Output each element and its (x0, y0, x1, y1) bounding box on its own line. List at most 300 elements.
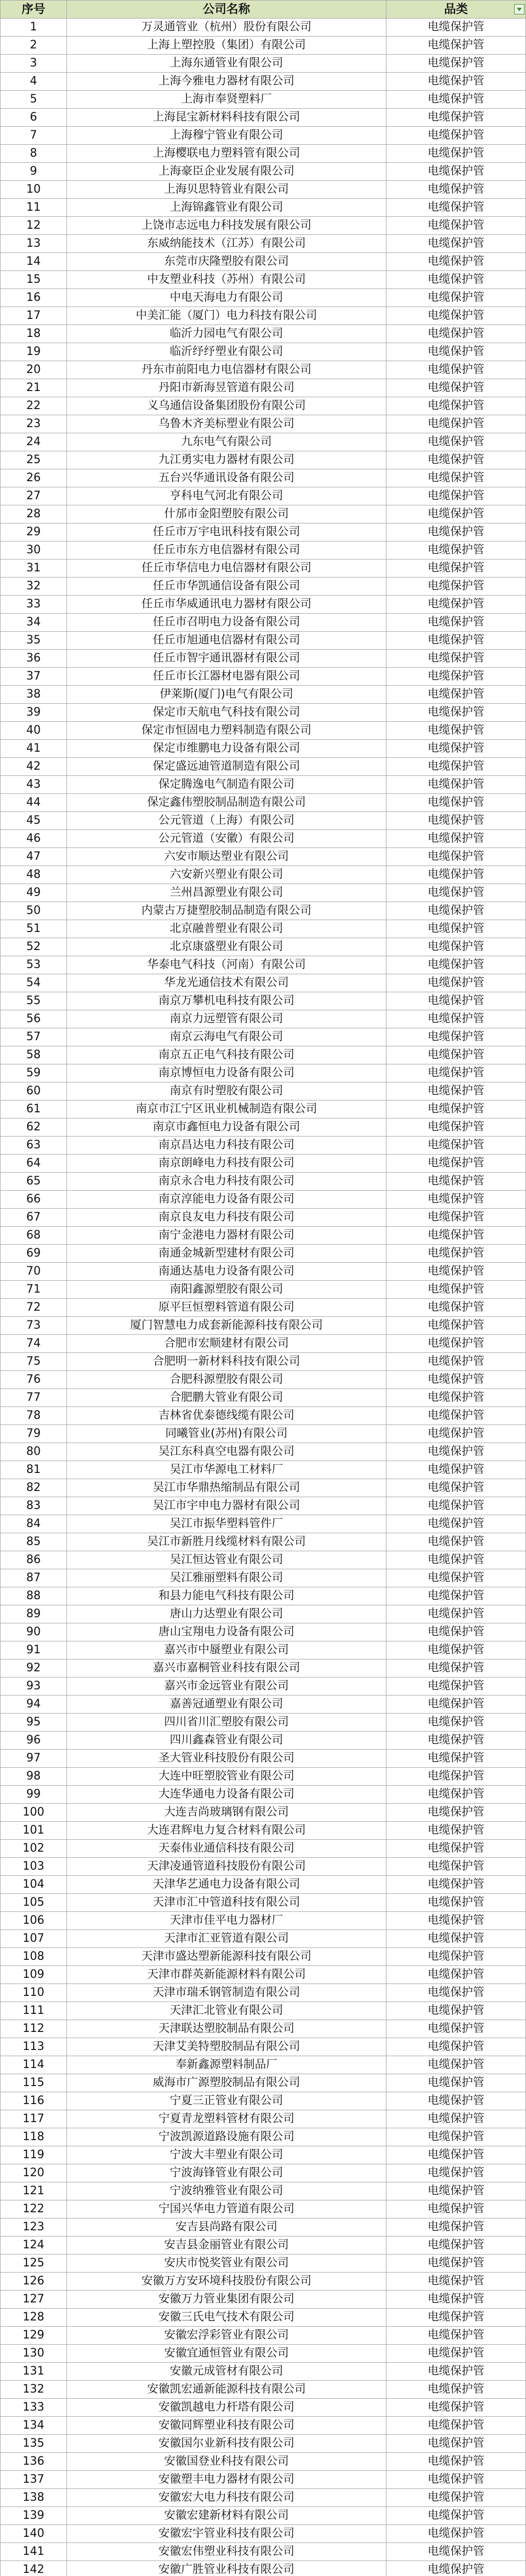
row-number-cell: 13 (0, 235, 67, 252)
table-row (0, 992, 526, 1010)
company-name-cell: 保定鑫伟塑胶制品制造有限公司 (67, 794, 386, 811)
table-row (0, 109, 526, 127)
row-number-cell: 86 (0, 1551, 67, 1569)
table-row (0, 740, 526, 758)
table-row (0, 1768, 526, 1786)
company-name-cell: 九江勇实电力器材有限公司 (67, 451, 386, 469)
company-name-cell: 宁波纳雅管业有限公司 (67, 2182, 386, 2200)
company-name-cell: 中友塑业科技（苏州）有限公司 (67, 271, 386, 289)
table-row (0, 812, 526, 830)
category-cell: 电缆保护管 (386, 686, 526, 703)
category-cell: 电缆保护管 (386, 1569, 526, 1587)
category-cell: 电缆保护管 (386, 55, 526, 72)
company-name-cell: 南京昌达电力科技有限公司 (67, 1137, 386, 1154)
company-name-cell: 天津市瑞禾钢管制造有限公司 (67, 1984, 386, 2002)
row-number-cell: 139 (0, 2507, 67, 2524)
table-row (0, 1966, 526, 1984)
table-row (0, 1948, 526, 1966)
row-number-cell: 60 (0, 1082, 67, 1100)
category-cell: 电缆保护管 (386, 2110, 526, 2128)
table-row (0, 2543, 526, 2561)
category-cell: 电缆保护管 (386, 956, 526, 974)
row-number-cell: 107 (0, 1930, 67, 1947)
company-name-cell: 大连华通电力设备有限公司 (67, 1786, 386, 1803)
category-cell: 电缆保护管 (386, 992, 526, 1010)
company-name-cell: 安徽宏浮彩管业有限公司 (67, 2327, 386, 2344)
row-number-cell: 115 (0, 2074, 67, 2092)
row-number-cell: 76 (0, 1371, 67, 1388)
row-number-cell: 63 (0, 1137, 67, 1154)
row-number-cell: 5 (0, 91, 67, 108)
table-row (0, 1353, 526, 1371)
category-cell: 电缆保护管 (386, 2363, 526, 2380)
table-row (0, 2453, 526, 2471)
table-row (0, 1173, 526, 1191)
category-cell: 电缆保护管 (386, 523, 526, 541)
table-row (0, 560, 526, 578)
company-name-cell: 六安市顺达塑业有限公司 (67, 848, 386, 866)
table-row (0, 1299, 526, 1317)
category-cell: 电缆保护管 (386, 469, 526, 487)
header-category: 品类 (386, 1, 526, 18)
table-row (0, 127, 526, 145)
category-cell: 电缆保护管 (386, 271, 526, 289)
row-number-cell: 141 (0, 2543, 67, 2561)
table-row (0, 1696, 526, 1714)
category-cell: 电缆保护管 (386, 109, 526, 126)
row-number-cell: 133 (0, 2399, 67, 2416)
table-row (0, 2056, 526, 2074)
category-cell: 电缆保护管 (386, 776, 526, 793)
row-number-cell: 57 (0, 1028, 67, 1046)
company-name-cell: 合肥科源塑胶有限公司 (67, 1371, 386, 1388)
row-number-cell: 51 (0, 920, 67, 938)
category-cell: 电缆保护管 (386, 2525, 526, 2543)
company-name-cell: 中电天海电力有限公司 (67, 289, 386, 307)
category-cell: 电缆保护管 (386, 2218, 526, 2236)
table-row (0, 938, 526, 956)
row-number-cell: 89 (0, 1605, 67, 1623)
row-number-cell: 121 (0, 2182, 67, 2200)
table-row (0, 650, 526, 668)
category-cell: 电缆保护管 (386, 1894, 526, 1911)
filter-dropdown-icon[interactable] (514, 4, 524, 14)
category-cell: 电缆保护管 (386, 361, 526, 379)
table-row (0, 974, 526, 992)
row-number-cell: 23 (0, 415, 67, 433)
category-cell: 电缆保护管 (386, 2561, 526, 2576)
table-row (0, 1786, 526, 1804)
category-cell: 电缆保护管 (386, 1587, 526, 1605)
company-name-cell: 宁国兴华电力管道有限公司 (67, 2200, 386, 2218)
company-name-cell: 南京朗峰电力科技有限公司 (67, 1155, 386, 1172)
category-cell: 电缆保护管 (386, 1497, 526, 1515)
company-name-cell: 南通达基电力设备有限公司 (67, 1263, 386, 1280)
table-row (0, 1984, 526, 2002)
row-number-cell: 82 (0, 1479, 67, 1497)
company-name-cell: 东威纳能技术（江苏）有限公司 (67, 235, 386, 252)
row-number-cell: 109 (0, 1966, 67, 1984)
company-name-cell: 厦门智慧电力成套新能源科技有限公司 (67, 1317, 386, 1334)
row-number-cell: 67 (0, 1209, 67, 1226)
table-row (0, 2200, 526, 2218)
row-number-cell: 4 (0, 73, 67, 90)
table-row (0, 848, 526, 866)
company-name-cell: 保定腾逸电气制造有限公司 (67, 776, 386, 793)
table-row (0, 1191, 526, 1209)
table-row (0, 2327, 526, 2345)
company-name-cell: 安徽元成管材有限公司 (67, 2363, 386, 2380)
company-name-cell: 丹东市前阳电力电信器材有限公司 (67, 361, 386, 379)
category-cell: 电缆保护管 (386, 1804, 526, 1821)
table-row (0, 884, 526, 902)
table-row (0, 2525, 526, 2543)
table-row (0, 2092, 526, 2110)
row-number-cell: 98 (0, 1768, 67, 1785)
row-number-cell: 74 (0, 1335, 67, 1352)
table-row (0, 1479, 526, 1497)
row-number-cell: 12 (0, 217, 67, 234)
row-number-cell: 15 (0, 271, 67, 289)
row-number-cell: 7 (0, 127, 67, 144)
row-number-cell: 79 (0, 1425, 67, 1443)
category-cell: 电缆保护管 (386, 1443, 526, 1461)
table-row (0, 1894, 526, 1912)
table-row (0, 55, 526, 73)
category-cell: 电缆保护管 (386, 2489, 526, 2506)
table-row (0, 1137, 526, 1155)
company-name-cell: 唐山宝翔电力设备有限公司 (67, 1623, 386, 1641)
row-number-cell: 40 (0, 722, 67, 739)
company-name-cell: 南京万攀机电科技有限公司 (67, 992, 386, 1010)
company-name-cell: 安徽国尔业新科技有限公司 (67, 2435, 386, 2452)
category-cell: 电缆保护管 (386, 1064, 526, 1082)
table-row (0, 2236, 526, 2255)
category-cell: 电缆保护管 (386, 1984, 526, 2002)
company-name-cell: 丹阳市新海昱管道有限公司 (67, 379, 386, 397)
row-number-cell: 97 (0, 1750, 67, 1767)
company-name-cell: 上海上塑控股（集团）有限公司 (67, 37, 386, 54)
company-name-cell: 任丘市召明电力设备有限公司 (67, 614, 386, 631)
category-cell: 电缆保护管 (386, 1840, 526, 1857)
row-number-cell: 78 (0, 1407, 67, 1425)
table-row (0, 433, 526, 451)
row-number-cell: 37 (0, 668, 67, 685)
category-cell: 电缆保护管 (386, 2327, 526, 2344)
company-name-cell: 东莞市庆隆塑胶有限公司 (67, 253, 386, 270)
category-cell: 电缆保护管 (386, 1876, 526, 1893)
row-number-cell: 127 (0, 2291, 67, 2308)
category-cell: 电缆保护管 (386, 73, 526, 90)
table-row (0, 253, 526, 271)
category-cell: 电缆保护管 (386, 1623, 526, 1641)
category-cell: 电缆保护管 (386, 181, 526, 198)
row-number-cell: 130 (0, 2345, 67, 2362)
row-number-cell: 88 (0, 1587, 67, 1605)
row-number-cell: 30 (0, 541, 67, 559)
row-number-cell: 28 (0, 505, 67, 523)
row-number-cell: 119 (0, 2146, 67, 2164)
row-number-cell: 137 (0, 2471, 67, 2488)
table-row (0, 2309, 526, 2327)
company-name-cell: 任丘市万宇电讯科技有限公司 (67, 523, 386, 541)
category-cell: 电缆保护管 (386, 902, 526, 920)
company-name-cell: 天津汇北管业有限公司 (67, 2002, 386, 2020)
row-number-cell: 46 (0, 830, 67, 848)
table-row (0, 1425, 526, 1443)
category-cell: 电缆保护管 (386, 938, 526, 956)
company-name-cell: 唐山力达塑业有限公司 (67, 1605, 386, 1623)
table-row (0, 920, 526, 938)
table-row (0, 2417, 526, 2435)
table-row (0, 469, 526, 487)
row-number-cell: 55 (0, 992, 67, 1010)
company-name-cell: 上海穆宁管业有限公司 (67, 127, 386, 144)
row-number-cell: 3 (0, 55, 67, 72)
table-row (0, 1858, 526, 1876)
table-row (0, 1750, 526, 1768)
company-name-cell: 保定市维鹏电力设备有限公司 (67, 740, 386, 757)
category-cell: 电缆保护管 (386, 2020, 526, 2038)
company-name-cell: 天津联达塑胶制品有限公司 (67, 2020, 386, 2038)
company-name-cell: 任丘市东方电信器材有限公司 (67, 541, 386, 559)
row-number-cell: 135 (0, 2435, 67, 2452)
company-name-cell: 安徽宜通恒管业有限公司 (67, 2345, 386, 2362)
category-cell: 电缆保护管 (386, 2128, 526, 2146)
row-number-cell: 31 (0, 560, 67, 577)
row-number-cell: 116 (0, 2092, 67, 2110)
table-row (0, 830, 526, 848)
category-cell: 电缆保护管 (386, 1696, 526, 1713)
table-row (0, 758, 526, 776)
row-number-cell: 44 (0, 794, 67, 811)
category-cell: 电缆保护管 (386, 433, 526, 451)
row-number-cell: 22 (0, 397, 67, 415)
company-name-cell: 中美汇能（厦门）电力科技有限公司 (67, 307, 386, 325)
table-row (0, 2110, 526, 2128)
category-cell: 电缆保护管 (386, 37, 526, 54)
company-name-cell: 南京市鑫恒电力设备有限公司 (67, 1118, 386, 1136)
table-row (0, 487, 526, 505)
row-number-cell: 33 (0, 596, 67, 613)
company-name-cell: 天津艾美特塑胶制品有限公司 (67, 2038, 386, 2056)
row-number-cell: 26 (0, 469, 67, 487)
company-name-cell: 北京融普塑业有限公司 (67, 920, 386, 938)
company-name-cell: 同曦管业(苏州)有限公司 (67, 1425, 386, 1443)
category-cell: 电缆保护管 (386, 199, 526, 216)
row-number-cell: 129 (0, 2327, 67, 2344)
company-name-cell: 宁夏三正管业有限公司 (67, 2092, 386, 2110)
row-number-cell: 48 (0, 866, 67, 884)
table-row (0, 1497, 526, 1515)
row-number-cell: 10 (0, 181, 67, 198)
category-cell: 电缆保护管 (386, 2182, 526, 2200)
chevron-down-icon (516, 7, 522, 12)
row-number-cell: 106 (0, 1912, 67, 1929)
category-cell: 电缆保护管 (386, 1082, 526, 1100)
category-cell: 电缆保护管 (386, 2399, 526, 2416)
row-number-cell: 59 (0, 1064, 67, 1082)
company-name-cell: 五台兴华通讯设备有限公司 (67, 469, 386, 487)
company-name-cell: 南京博恒电力设备有限公司 (67, 1064, 386, 1082)
row-number-cell: 9 (0, 163, 67, 180)
company-name-cell: 上海樱联电力塑料管有限公司 (67, 145, 386, 162)
category-cell: 电缆保护管 (386, 1659, 526, 1677)
category-cell: 电缆保护管 (386, 1209, 526, 1226)
category-cell: 电缆保护管 (386, 2543, 526, 2561)
table-row (0, 794, 526, 812)
category-cell: 电缆保护管 (386, 2056, 526, 2074)
row-number-cell: 77 (0, 1389, 67, 1406)
company-name-cell: 南京云海电气有限公司 (67, 1028, 386, 1046)
table-row (0, 1551, 526, 1569)
row-number-cell: 20 (0, 361, 67, 379)
category-cell: 电缆保护管 (386, 541, 526, 559)
table-row (0, 181, 526, 199)
table-row (0, 1118, 526, 1137)
row-number-cell: 134 (0, 2417, 67, 2434)
category-cell: 电缆保护管 (386, 91, 526, 108)
category-cell: 电缆保护管 (386, 614, 526, 631)
row-number-cell: 87 (0, 1569, 67, 1587)
company-name-cell: 天津凌通管道科技股份有限公司 (67, 1858, 386, 1875)
company-name-cell: 嘉兴市金远管业有限公司 (67, 1677, 386, 1695)
table-row (0, 1641, 526, 1659)
table-row (0, 2507, 526, 2525)
company-name-cell: 公元管道（安徽）有限公司 (67, 830, 386, 848)
row-number-cell: 118 (0, 2128, 67, 2146)
row-number-cell: 123 (0, 2218, 67, 2236)
category-cell: 电缆保护管 (386, 2381, 526, 2398)
table-row (0, 1245, 526, 1263)
category-cell: 电缆保护管 (386, 1966, 526, 1984)
company-name-cell: 吉林省优泰德线缆有限公司 (67, 1407, 386, 1425)
category-cell: 电缆保护管 (386, 1046, 526, 1064)
company-name-cell: 南京良友电力科技有限公司 (67, 1209, 386, 1226)
row-number-cell: 102 (0, 1840, 67, 1857)
company-name-cell: 安徽万力管业集团有限公司 (67, 2291, 386, 2308)
company-name-cell: 天津华艺通电力设备有限公司 (67, 1876, 386, 1893)
row-number-cell: 140 (0, 2525, 67, 2543)
category-cell: 电缆保护管 (386, 487, 526, 505)
row-number-cell: 83 (0, 1497, 67, 1515)
table-row (0, 2255, 526, 2273)
category-cell: 电缆保护管 (386, 1641, 526, 1659)
category-cell: 电缆保护管 (386, 632, 526, 649)
row-number-cell: 14 (0, 253, 67, 270)
row-number-cell: 94 (0, 1696, 67, 1713)
row-number-cell: 91 (0, 1641, 67, 1659)
category-cell: 电缆保护管 (386, 2291, 526, 2308)
table-row (0, 902, 526, 920)
row-number-cell: 17 (0, 307, 67, 325)
company-name-cell: 安徽广胜管业科技有限公司 (67, 2561, 386, 2576)
table-row (0, 1533, 526, 1551)
category-cell: 电缆保护管 (386, 1858, 526, 1875)
category-cell: 电缆保护管 (386, 794, 526, 811)
row-number-cell: 136 (0, 2453, 67, 2470)
category-cell: 电缆保护管 (386, 1677, 526, 1695)
table-row (0, 2399, 526, 2417)
table-row (0, 2489, 526, 2507)
table-row (0, 1659, 526, 1677)
row-number-cell: 65 (0, 1173, 67, 1190)
row-number-cell: 42 (0, 758, 67, 775)
row-number-cell: 73 (0, 1317, 67, 1334)
category-cell: 电缆保护管 (386, 2038, 526, 2056)
table-row (0, 2273, 526, 2291)
category-cell: 电缆保护管 (386, 145, 526, 162)
table-row (0, 379, 526, 397)
category-cell: 电缆保护管 (386, 2255, 526, 2272)
category-cell: 电缆保护管 (386, 451, 526, 469)
table-row (0, 217, 526, 235)
table-row (0, 325, 526, 343)
category-cell: 电缆保护管 (386, 1714, 526, 1731)
company-name-cell: 任丘市长江器材电器有限公司 (67, 668, 386, 685)
category-cell: 电缆保护管 (386, 1768, 526, 1785)
company-name-cell: 乌鲁木齐美标塑业有限公司 (67, 415, 386, 433)
table-row (0, 19, 526, 37)
category-cell: 电缆保护管 (386, 1533, 526, 1551)
table-header-row (0, 0, 526, 19)
company-name-cell: 安庆市悦奖管业有限公司 (67, 2255, 386, 2272)
category-cell: 电缆保护管 (386, 2435, 526, 2452)
row-number-cell: 122 (0, 2200, 67, 2218)
category-cell: 电缆保护管 (386, 1479, 526, 1497)
table-row (0, 1876, 526, 1894)
category-cell: 电缆保护管 (386, 578, 526, 595)
company-name-cell: 上海昆宝新材料科技有限公司 (67, 109, 386, 126)
company-name-cell: 天津市盛达塑新能源科技有限公司 (67, 1948, 386, 1965)
category-cell: 电缆保护管 (386, 1227, 526, 1244)
category-cell: 电缆保护管 (386, 2200, 526, 2218)
table-row (0, 686, 526, 704)
row-number-cell: 34 (0, 614, 67, 631)
row-number-cell: 103 (0, 1858, 67, 1875)
header-company-name: 公司名称 (67, 1, 386, 18)
row-number-cell: 101 (0, 1822, 67, 1839)
table-row (0, 2038, 526, 2056)
company-name-cell: 亨科电气河北有限公司 (67, 487, 386, 505)
category-cell: 电缆保护管 (386, 1263, 526, 1280)
table-row (0, 235, 526, 253)
company-name-cell: 合肥明一新材料科技有限公司 (67, 1353, 386, 1370)
row-number-cell: 104 (0, 1876, 67, 1893)
company-name-cell: 安徽塑丰电力器材有限公司 (67, 2471, 386, 2488)
row-number-cell: 96 (0, 1732, 67, 1749)
category-cell: 电缆保护管 (386, 1010, 526, 1028)
company-name-cell: 伊莱斯(厦门)电气有限公司 (67, 686, 386, 703)
row-number-cell: 117 (0, 2110, 67, 2128)
company-name-cell: 上海锦鑫管业有限公司 (67, 199, 386, 216)
category-cell: 电缆保护管 (386, 235, 526, 252)
company-name-cell: 万灵通管业（杭州）股份有限公司 (67, 19, 386, 36)
table-row (0, 1714, 526, 1732)
row-number-cell: 132 (0, 2381, 67, 2398)
table-row (0, 2020, 526, 2038)
company-name-cell: 南阳鑫源塑胶有限公司 (67, 1281, 386, 1298)
category-cell: 电缆保护管 (386, 1137, 526, 1154)
row-number-cell: 111 (0, 2002, 67, 2020)
category-cell: 电缆保护管 (386, 812, 526, 829)
category-cell: 电缆保护管 (386, 289, 526, 307)
row-number-cell: 99 (0, 1786, 67, 1803)
category-cell: 电缆保护管 (386, 2273, 526, 2290)
company-name-cell: 兰州昌源塑业有限公司 (67, 884, 386, 902)
category-cell: 电缆保护管 (386, 884, 526, 902)
company-name-cell: 大连吉尚玻璃钢有限公司 (67, 1804, 386, 1821)
